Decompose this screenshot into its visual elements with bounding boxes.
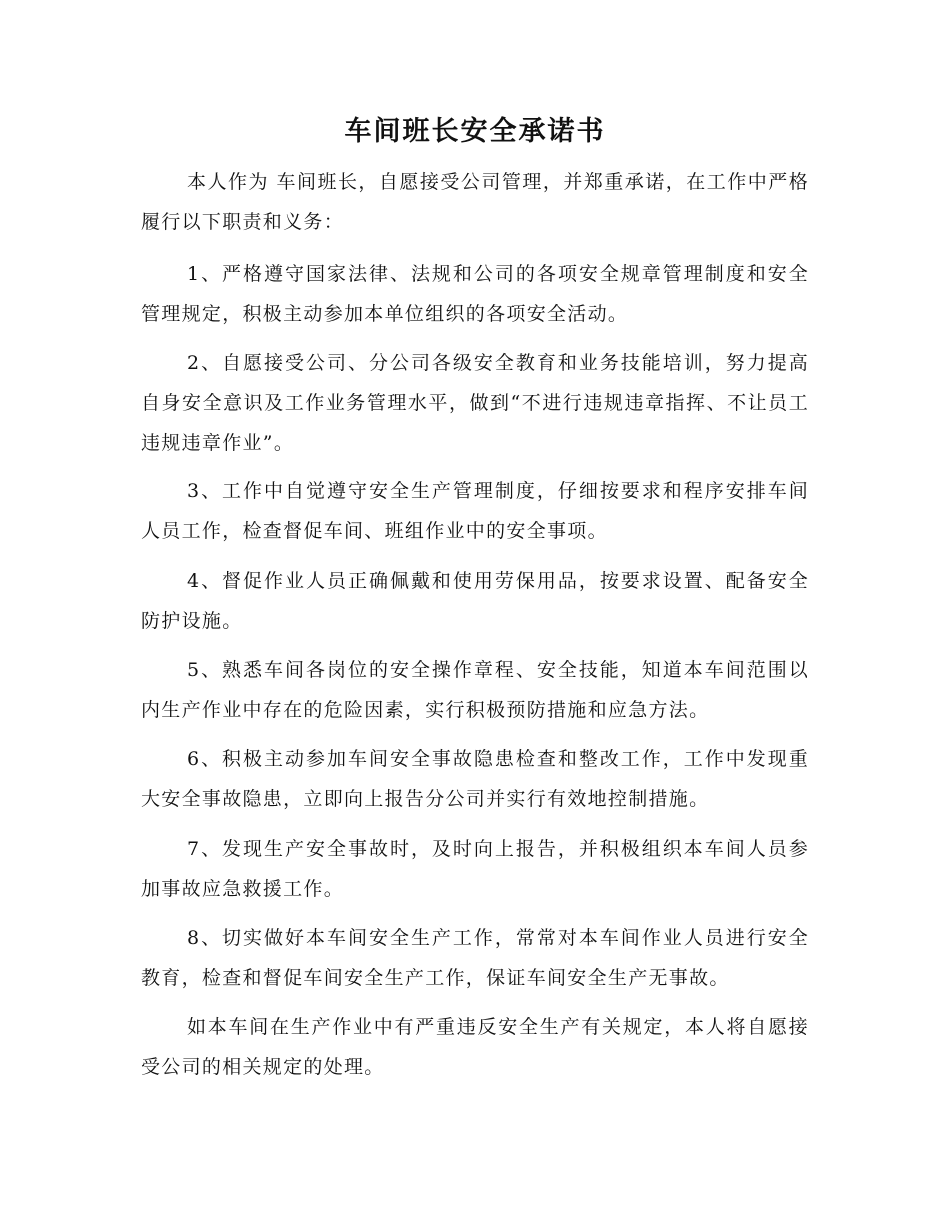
- intro-paragraph: 本人作为 车间班长，自愿接受公司管理，并郑重承诺，在工作中严格履行以下职责和义务：: [141, 171, 809, 233]
- item-paragraph-1: 1、严格遵守国家法律、法规和公司的各项安全规章管理制度和安全管理规定，积极主动参加本单位组织的各项安全活动。: [141, 263, 809, 325]
- item-paragraph-4: 4、督促作业人员正确佩戴和使用劳保用品，按要求设置、配备安全防护设施。: [141, 570, 809, 632]
- item-paragraph-2: 2、自愿接受公司、分公司各级安全教育和业务技能培训，努力提高自身安全意识及工作业务管理水平，做到“不进行违规违章指挥、不让员工违规违章作业”。: [141, 352, 809, 454]
- item-paragraph-5: 5、熟悉车间各岗位的安全操作章程、安全技能，知道本车间范围以内生产作业中存在的危险因素，实行积极预防措施和应急方法。: [141, 659, 809, 721]
- item-paragraph-8: 8、切实做好本车间安全生产工作，常常对本车间作业人员进行安全教育，检查和督促车间安全生产工作，保证车间安全生产无事故。: [141, 927, 809, 989]
- item-paragraph-7: 7、发现生产安全事故时，及时向上报告，并积极组织本车间人员参加事故应急救援工作。: [141, 838, 809, 900]
- closing-paragraph: 如本车间在生产作业中有严重违反安全生产有关规定，本人将自愿接受公司的相关规定的处理。: [141, 1016, 809, 1078]
- item-paragraph-6: 6、积极主动参加车间安全事故隐患检查和整改工作，工作中发现重大安全事故隐患，立即向上报告分公司并实行有效地控制措施。: [141, 748, 809, 810]
- document-title: 车间班长安全承诺书: [344, 116, 606, 147]
- item-paragraph-3: 3、工作中自觉遵守安全生产管理制度，仔细按要求和程序安排车间人员工作，检查督促车间、班组作业中的安全事项。: [141, 480, 809, 542]
